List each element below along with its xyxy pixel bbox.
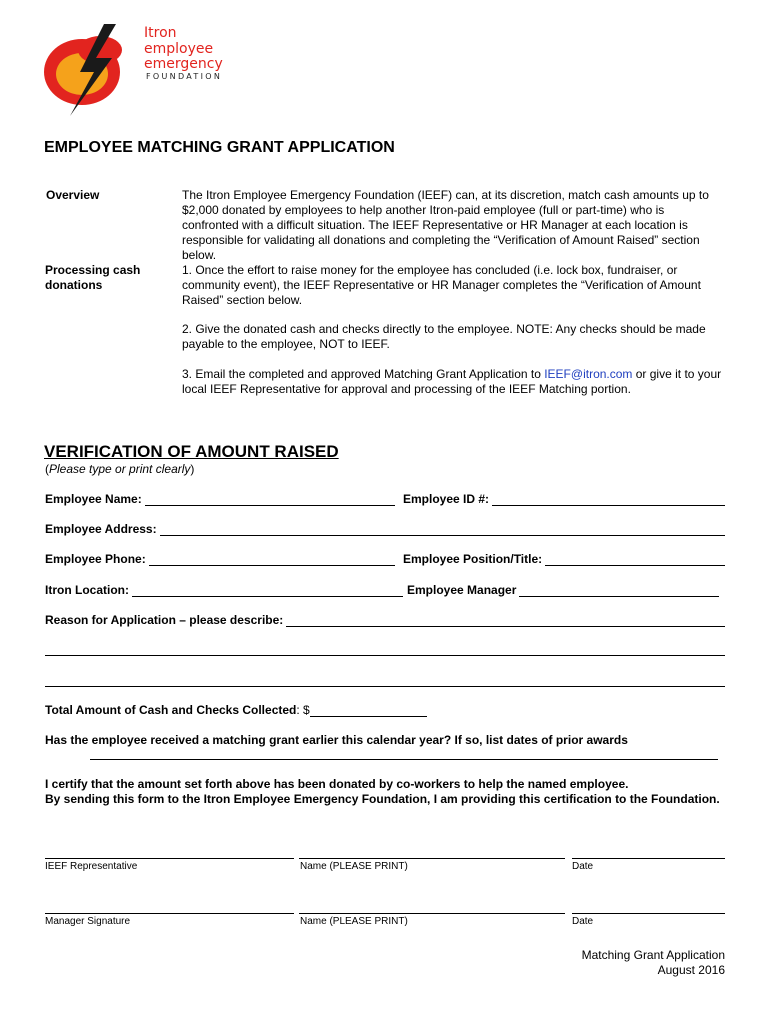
total-amount-field[interactable] [45, 703, 427, 717]
footer-form-name: Matching Grant Application [581, 948, 725, 962]
prior-grant-question: Has the employee received a matching grant earlier this calendar year? If so, list dates of prior awards [45, 733, 628, 747]
manager-signature-label: Manager Signature [45, 916, 131, 927]
employee-manager-label: Employee Manager [407, 583, 517, 597]
step-3-text-end: or give it to your local IEEF Representative for approval and processing of the IEEF Matching portion. [182, 367, 722, 396]
employee-name-field[interactable] [45, 492, 395, 506]
processing-step-2: 2. Give the donated cash and checks directly to the employee. NOTE: Any checks should be made payable to the employee, NOT to IEEF. [182, 322, 706, 351]
itron-location-input-line[interactable] [132, 585, 403, 597]
reason-label: Reason for Application – please describe: [45, 613, 284, 627]
processing-step-3 [182, 367, 722, 397]
total-amount-input-line[interactable] [310, 705, 427, 717]
employee-id-label: Employee ID #: [403, 492, 490, 506]
employee-id-field[interactable] [403, 492, 725, 506]
employee-address-input-line[interactable] [160, 524, 725, 536]
logo-line-emergency: emergency [144, 56, 223, 72]
logo-mark-icon [40, 20, 140, 120]
date-label-1: Date [572, 861, 594, 872]
name-print-line-1[interactable] [299, 858, 565, 859]
ieef-representative-signature-line[interactable] [45, 858, 294, 859]
employee-position-field[interactable] [403, 552, 725, 566]
employee-position-input-line[interactable] [545, 554, 725, 566]
verification-subtitle [45, 462, 194, 477]
reason-input-line-3[interactable] [45, 686, 725, 687]
employee-manager-input-line[interactable] [519, 585, 719, 597]
itron-location-field[interactable] [45, 583, 403, 597]
total-amount-label: Total Amount of Cash and Checks Collected [45, 703, 297, 717]
employee-position-label: Employee Position/Title: [403, 552, 543, 566]
ieef-representative-label: IEEF Representative [45, 861, 138, 872]
date-line-1[interactable] [572, 858, 725, 859]
logo-line-employee: employee [144, 41, 214, 57]
subtitle-paren-close: ) [190, 462, 195, 476]
overview-text: The Itron Employee Emergency Foundation (IEEF) can, at its discretion, match cash amounts up to $2,000 donated by employees to help another Itron-paid employee (full or part-time) who is confronted with a difficult situation. The IEEF Representative or HR Manager at each location is responsible for validating all donations and completing the “Verification of Amount Raised” section below. [182, 188, 709, 262]
processing-label: Processing cash donations [45, 263, 141, 292]
name-print-label-1: Name (PLEASE PRINT) [300, 861, 408, 872]
certification-line-1: I certify that the amount set forth above has been donated by co-workers to help the named employee. [45, 777, 629, 791]
processing-step-1: 1. Once the effort to raise money for the employee has concluded (i.e. lock box, fundraiser, or community event), the IEEF Representative or HR Manager completes the “Verification of Amount Raised” section below. [182, 263, 701, 307]
employee-address-label: Employee Address: [45, 522, 157, 536]
employee-phone-input-line[interactable] [149, 554, 395, 566]
date-label-2: Date [572, 916, 594, 927]
employee-name-input-line[interactable] [145, 494, 395, 506]
overview-label: Overview [46, 188, 100, 202]
employee-id-input-line[interactable] [492, 494, 725, 506]
ieef-logo [40, 20, 250, 120]
itron-location-label: Itron Location: [45, 583, 129, 597]
reason-input-line-1[interactable] [286, 615, 725, 627]
certification-line-2: By sending this form to the Itron Employee Emergency Foundation, I am providing this certification to the Foundation. [45, 792, 720, 806]
page-title: EMPLOYEE MATCHING GRANT APPLICATION [44, 139, 395, 156]
prior-awards-input-line[interactable] [90, 759, 718, 760]
employee-name-label: Employee Name: [45, 492, 142, 506]
employee-phone-label: Employee Phone: [45, 552, 146, 566]
logo-line-foundation: FOUNDATION [146, 72, 223, 81]
reason-field[interactable] [45, 613, 725, 627]
subtitle-italic-text: Please type or print clearly [49, 462, 191, 476]
total-amount-suffix: : $ [296, 703, 310, 717]
logo-line-itron: Itron [144, 25, 177, 41]
manager-signature-line[interactable] [45, 913, 294, 914]
name-print-line-2[interactable] [299, 913, 565, 914]
ieef-email-link[interactable]: IEEF@itron.com [544, 367, 633, 381]
reason-input-line-2[interactable] [45, 655, 725, 656]
name-print-label-2: Name (PLEASE PRINT) [300, 916, 408, 927]
verification-title: VERIFICATION OF AMOUNT RAISED [44, 442, 339, 461]
subtitle-paren-open: ( [45, 462, 49, 476]
employee-address-field[interactable] [45, 522, 725, 536]
employee-phone-field[interactable] [45, 552, 395, 566]
date-line-2[interactable] [572, 913, 725, 914]
footer-date: August 2016 [657, 963, 725, 977]
employee-manager-field[interactable] [407, 583, 719, 597]
step-3-text-start: 3. Email the completed and approved Matching Grant Application to [182, 367, 545, 381]
